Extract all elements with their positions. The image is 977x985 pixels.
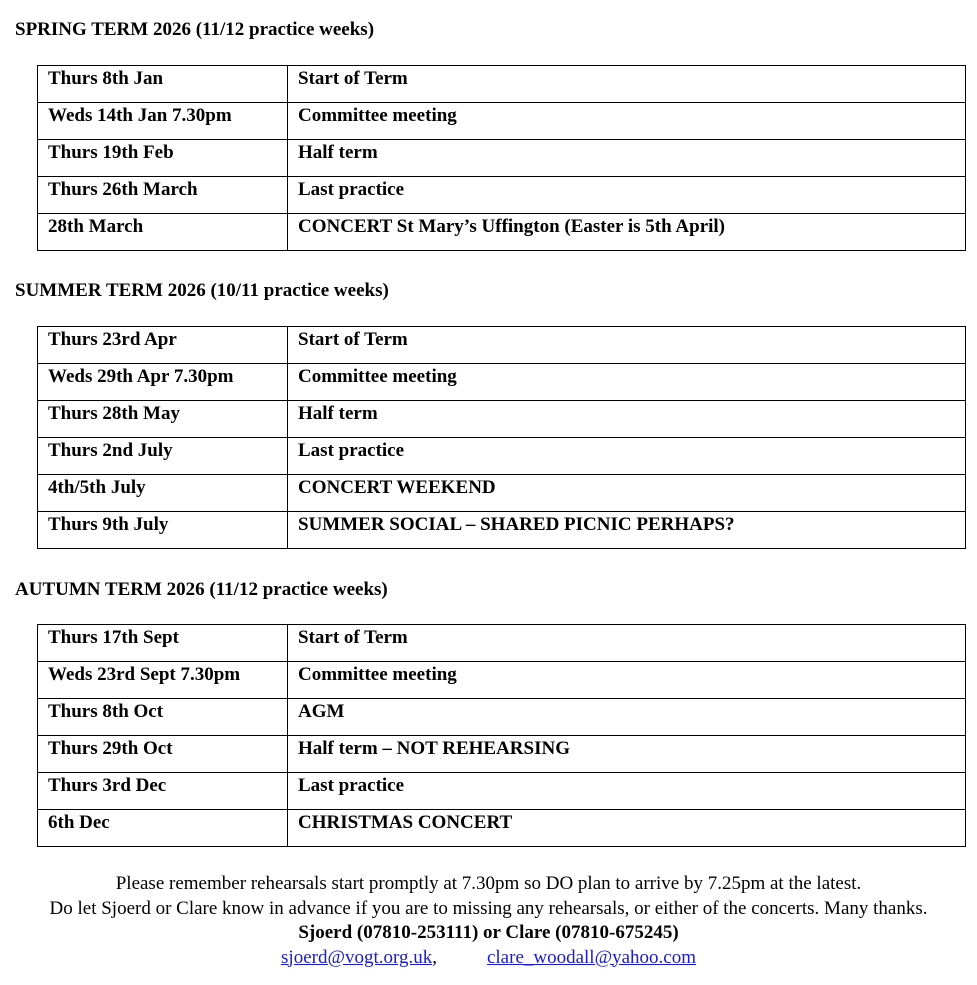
date-cell: Thurs 3rd Dec [38, 773, 288, 810]
table-row [38, 512, 966, 549]
date-cell: Thurs 19th Feb [38, 140, 288, 177]
clare-email-link[interactable]: clare_woodall@yahoo.com [486, 946, 696, 968]
table-row [38, 662, 966, 699]
date-cell: Weds 29th Apr 7.30pm [38, 364, 288, 401]
table-row [38, 699, 966, 736]
table-row [38, 438, 966, 475]
event-cell: CHRISTMAS CONCERT [288, 810, 966, 847]
table-row [38, 214, 966, 251]
event-cell: Half term [288, 140, 966, 177]
date-cell: 28th March [38, 214, 288, 251]
event-cell: Last practice [288, 177, 966, 214]
email-separator: , [432, 946, 437, 968]
date-cell: Thurs 9th July [38, 512, 288, 549]
summer-term-heading: SUMMER TERM 2026 (10/11 practice weeks) [15, 280, 389, 301]
event-cell: Committee meeting [288, 103, 966, 140]
date-cell: Thurs 8th Jan [38, 66, 288, 103]
event-cell: Start of Term [288, 625, 966, 662]
rehearsal-reminder: Please remember rehearsals start promptly at 7.30pm so DO plan to arrive by 7.25pm at the latest. [115, 873, 862, 894]
table-row [38, 401, 966, 438]
date-cell: 4th/5th July [38, 475, 288, 512]
sjoerd-email-link[interactable]: sjoerd@vogt.org.uk [281, 946, 433, 968]
spring-term-table [37, 65, 966, 251]
table-row [38, 773, 966, 810]
summer-term-table [37, 326, 966, 549]
footer-notes [0, 872, 977, 970]
event-cell: Start of Term [288, 66, 966, 103]
event-cell: CONCERT WEEKEND [288, 475, 966, 512]
table-row [38, 177, 966, 214]
autumn-term-heading: AUTUMN TERM 2026 (11/12 practice weeks) [15, 579, 388, 600]
date-cell: Thurs 17th Sept [38, 625, 288, 662]
date-cell: Thurs 8th Oct [38, 699, 288, 736]
date-cell: Thurs 23rd Apr [38, 327, 288, 364]
date-cell: Weds 14th Jan 7.30pm [38, 103, 288, 140]
table-row [38, 103, 966, 140]
date-cell: Thurs 29th Oct [38, 736, 288, 773]
event-cell: Half term [288, 401, 966, 438]
date-cell: Thurs 28th May [38, 401, 288, 438]
spring-term-heading: SPRING TERM 2026 (11/12 practice weeks) [15, 19, 375, 40]
event-cell: CONCERT St Mary’s Uffington (Easter is 5th April) [288, 214, 966, 251]
date-cell: 6th Dec [38, 810, 288, 847]
date-cell: Weds 23rd Sept 7.30pm [38, 662, 288, 699]
table-row [38, 327, 966, 364]
table-row [38, 736, 966, 773]
autumn-term-table [37, 624, 966, 847]
contact-emails [0, 946, 977, 971]
event-cell: Last practice [288, 773, 966, 810]
absence-notice: Do let Sjoerd or Clare know in advance if you are to missing any rehearsals, or either of the concerts. Many thanks. [49, 897, 928, 919]
table-row [38, 66, 966, 103]
event-cell: SUMMER SOCIAL – SHARED PICNIC PERHAPS? [288, 512, 966, 549]
event-cell: Committee meeting [288, 662, 966, 699]
table-row [38, 810, 966, 847]
date-cell: Thurs 26th March [38, 177, 288, 214]
table-row [38, 140, 966, 177]
table-row [38, 364, 966, 401]
event-cell: AGM [288, 699, 966, 736]
event-cell: Committee meeting [288, 364, 966, 401]
event-cell: Start of Term [288, 327, 966, 364]
event-cell: Half term – NOT REHEARSING [288, 736, 966, 773]
table-row [38, 475, 966, 512]
table-row [38, 625, 966, 662]
date-cell: Thurs 2nd July [38, 438, 288, 475]
contact-numbers: Sjoerd (07810-253111) or Clare (07810-675245) [298, 922, 679, 943]
event-cell: Last practice [288, 438, 966, 475]
